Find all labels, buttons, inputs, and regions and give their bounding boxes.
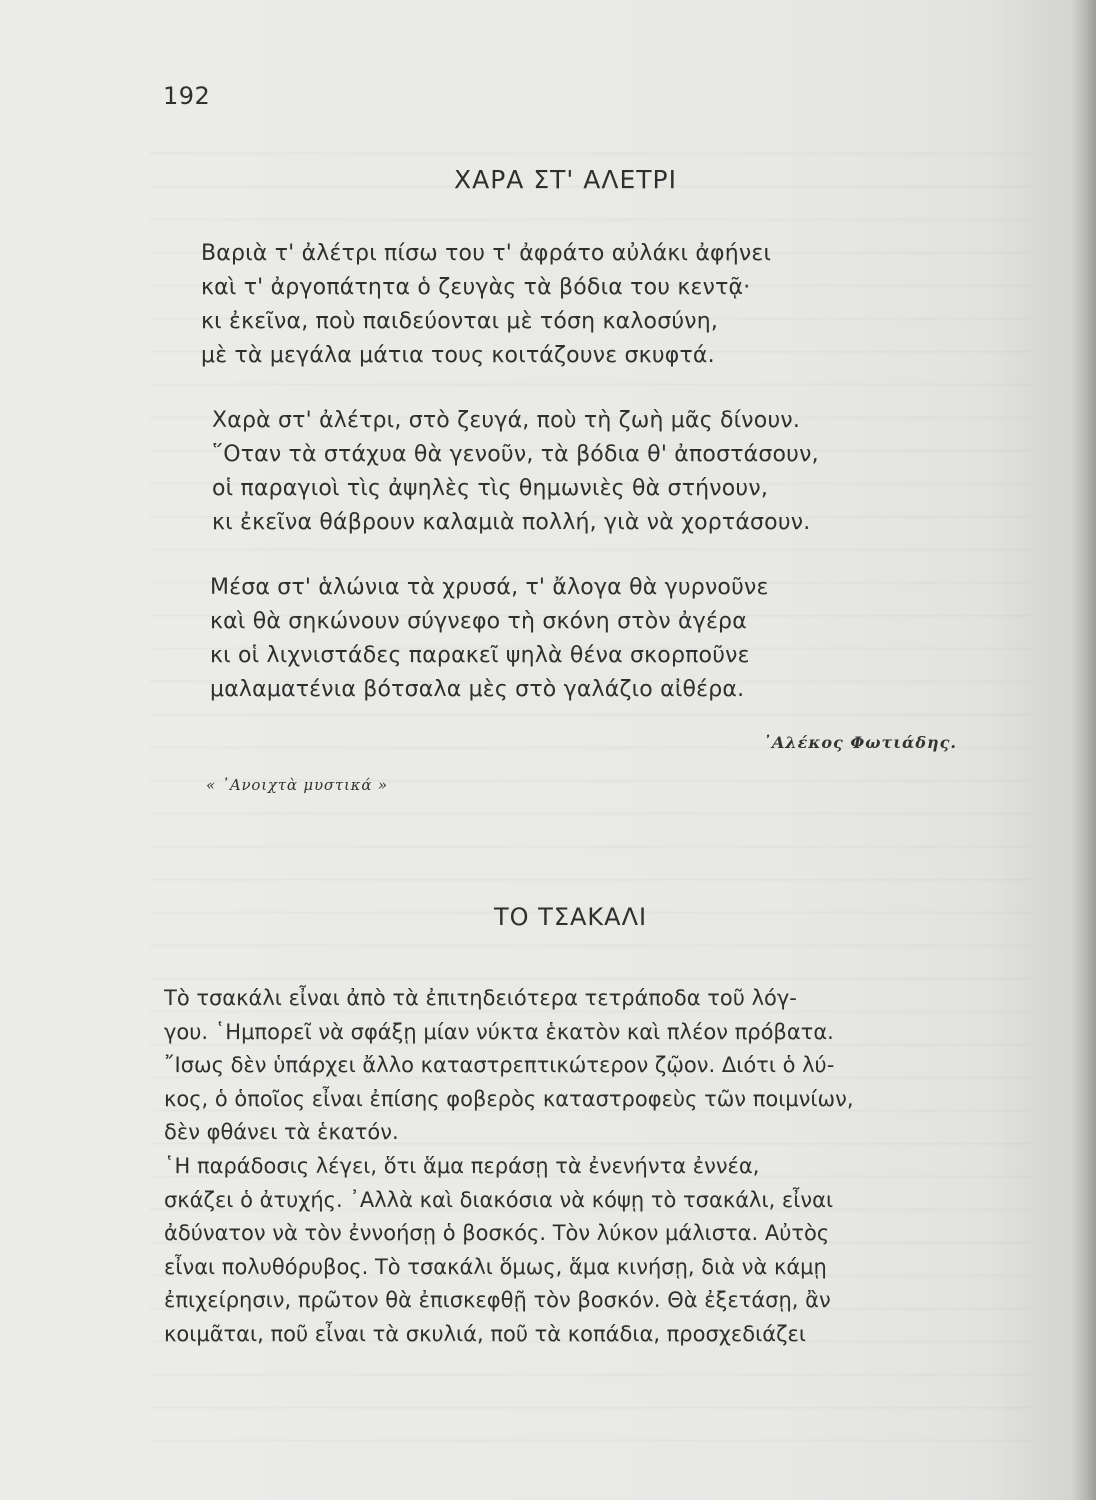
prose-line: κος, ὁ ὁποῖος εἶναι ἐπίσης φοβερὸς καταστροφεὺς τῶν ποιμνίων, (164, 1086, 854, 1111)
poem-title: ΧΑΡΑ ΣΤ' ΑΛΕΤΡΙ (454, 165, 677, 194)
prose-line: εἶναι πολυθόρυβος. Τὸ τσακάλι ὅμως, ἅμα κινήσῃ, διὰ νὰ κάμῃ (164, 1254, 827, 1279)
prose-line: ἐπιχείρησιν, πρῶτον θὰ ἐπισκεφθῇ τὸν βοσκόν. Θὰ ἐξετάσῃ, ἂν (164, 1288, 831, 1312)
prose-paragraph-1 (164, 982, 1016, 1150)
poem-stanza-2 (212, 404, 972, 540)
prose-line: γου. ῾Ημπορεῖ νὰ σφάξῃ μίαν νύκτα ἑκατὸν καὶ πλέον πρόβατα. (164, 1019, 834, 1044)
prose-title: ΤΟ ΤΣΑΚΑΛΙ (494, 903, 648, 931)
poem-line: κι ἐκεῖνα θάβρουν καλαμιὰ πολλή, γιὰ νὰ χορτάσουν. (212, 510, 811, 535)
poem-line: κι ἐκεῖνα, ποὺ παιδεύονται μὲ τόση καλοσύνη, (201, 309, 719, 334)
poem-line: καὶ τ' ἀργοπάτητα ὁ ζευγὰς τὰ βόδια του κεντᾷ· (201, 275, 751, 300)
poem-line: μαλαματένια βότσαλα μὲς στὸ γαλάζιο αἰθέρα. (210, 677, 745, 702)
poem-line: ῞Οταν τὰ στάχυα θὰ γενοῦν, τὰ βόδια θ' ἀποστάσουν, (212, 442, 819, 467)
poem-line: Μέσα στ' ἁλώνια τὰ χρυσά, τ' ἄλογα θὰ γυρνοῦνε (210, 575, 769, 600)
poem-line: Βαριὰ τ' ἀλέτρι πίσω του τ' ἀφράτο αὐλάκι ἀφήνει (201, 241, 772, 266)
prose-line: Τὸ τσακάλι εἶναι ἀπὸ τὰ ἐπιτηδειότερα τετράποδα τοῦ λόγ- (164, 986, 797, 1010)
prose-line: ἀδύνατον νὰ τὸν ἐννοήσῃ ὁ βοσκός. Τὸν λύκον μάλιστα. Αὐτὸς (164, 1221, 830, 1245)
prose-line: ῾Η παράδοσις λέγει, ὅτι ἅμα περάσῃ τὰ ἐνενήντα ἐννέα, (164, 1154, 760, 1178)
poem-line: οἱ παραγιοὶ τὶς ἀψηλὲς τὶς θημωνιὲς θὰ στήνουν, (212, 476, 769, 501)
prose-line: δὲν φθάνει τὰ ἑκατόν. (164, 1120, 399, 1144)
poem-line: καὶ θὰ σηκώνουν σύγνεφο τὴ σκόνη στὸν ἀγέρα (210, 609, 747, 634)
prose-line: ῎Ισως δὲν ὑπάρχει ἄλλο καταστρεπτικώτερον ζῷον. Διότι ὁ λύ- (164, 1053, 835, 1077)
prose-line: κοιμᾶται, ποῦ εἶναι τὰ σκυλιά, ποῦ τὰ κοπάδια, προσχεδιάζει (164, 1321, 806, 1346)
poem-author: ᾿Αλέκος Φωτιάδης. (763, 733, 957, 752)
poem-line: μὲ τὰ μεγάλα μάτια τους κοιτάζουνε σκυφτά. (201, 343, 715, 368)
poem-source: « ᾿Ανοιχτὰ μυστικά » (206, 776, 388, 794)
page-number: 192 (163, 82, 211, 110)
poem-stanza-3 (210, 571, 970, 707)
poem-line: Χαρὰ στ' ἀλέτρι, στὸ ζευγά, ποὺ τὴ ζωὴ μᾶς δίνουν. (212, 408, 801, 433)
poem-line: κι οἱ λιχνιστάδες παρακεῖ ψηλὰ θένα σκορποῦνε (210, 643, 750, 668)
poem-stanza-1 (201, 237, 961, 373)
page-edge-shadow (1072, 0, 1096, 1500)
prose-paragraph-2 (164, 1150, 1016, 1351)
prose-line: σκάζει ὁ ἀτυχής. ᾿Αλλὰ καὶ διακόσια νὰ κόψῃ τὸ τσακάλι, εἶναι (164, 1187, 834, 1212)
